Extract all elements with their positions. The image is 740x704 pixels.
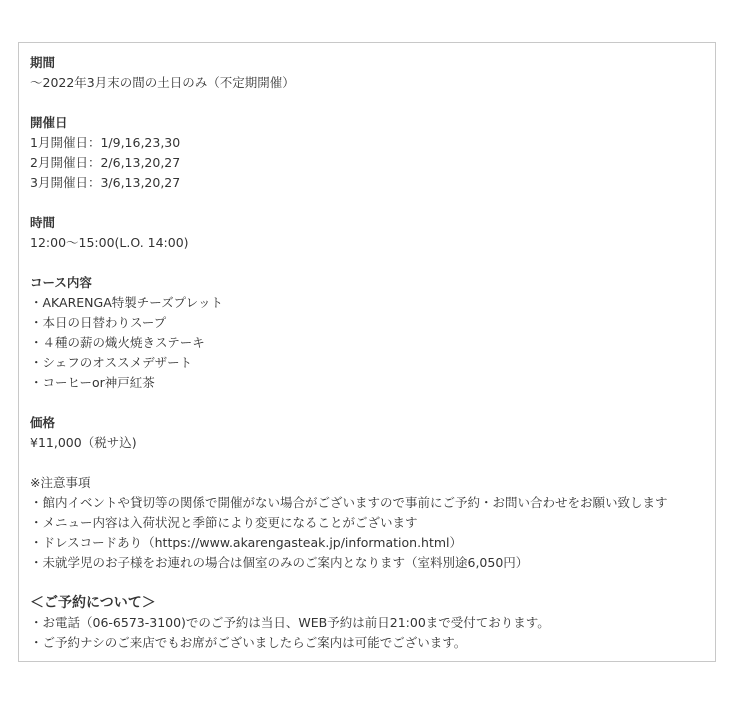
event-info-panel [18, 42, 716, 662]
spacer [30, 453, 704, 473]
period-heading: 期間 [30, 55, 56, 70]
notes-heading: ※注意事項 [30, 475, 91, 490]
note-item-dress-code: ・ドレスコードあり（https://www.akarengasteak.jp/information.html） [30, 535, 463, 550]
course-item: ・本日の日替わりスープ [30, 315, 167, 330]
course-item: ・シェフのオススメデザート [30, 355, 193, 370]
date-line-march: 3月開催日：3/6,13,20,27 [30, 175, 181, 190]
course-heading: コース内容 [30, 275, 92, 290]
date-line-january: 1月開催日：1/9,16,23,30 [30, 135, 181, 150]
date-line-february: 2月開催日：2/6,13,20,27 [30, 155, 181, 170]
note-item: ・メニュー内容は入荷状況と季節により変更になることがございます [30, 515, 418, 530]
spacer [30, 393, 704, 413]
reservation-item: ・ご予約ナシのご来店でもお席がございましたらご案内は可能でございます。 [30, 635, 467, 650]
period-text: 〜2022年3月末の間の土日のみ（不定期開催） [30, 75, 295, 90]
note-item: ・未就学児のお子様をお連れの場合は個室のみのご案内となります（室料別途6,050円） [30, 555, 529, 570]
course-item: ・４種の薪の熾火焼きステーキ [30, 335, 205, 350]
spacer [30, 93, 704, 113]
course-item: ・コーヒーor神戸紅茶 [30, 375, 155, 390]
price-text: ¥11,000（税サ込) [30, 435, 137, 450]
reservation-item: ・お電話（06-6573-3100)でのご予約は当日、WEB予約は前日21:00まで受付ております。 [30, 615, 550, 630]
spacer [30, 193, 704, 213]
note-item: ・館内イベントや貸切等の関係で開催がない場合がございますので事前にご予約・お問い合わせをお願い致します [30, 495, 668, 510]
spacer [30, 573, 704, 593]
time-heading: 時間 [30, 215, 56, 230]
reservation-heading: ＜ご予約について＞ [30, 595, 156, 611]
dates-heading: 開催日 [30, 115, 68, 130]
time-text: 12:00〜15:00(L.O. 14:00) [30, 235, 189, 250]
spacer [30, 253, 704, 273]
price-heading: 価格 [30, 415, 56, 430]
course-item: ・AKARENGA特製チーズプレット [30, 295, 224, 310]
